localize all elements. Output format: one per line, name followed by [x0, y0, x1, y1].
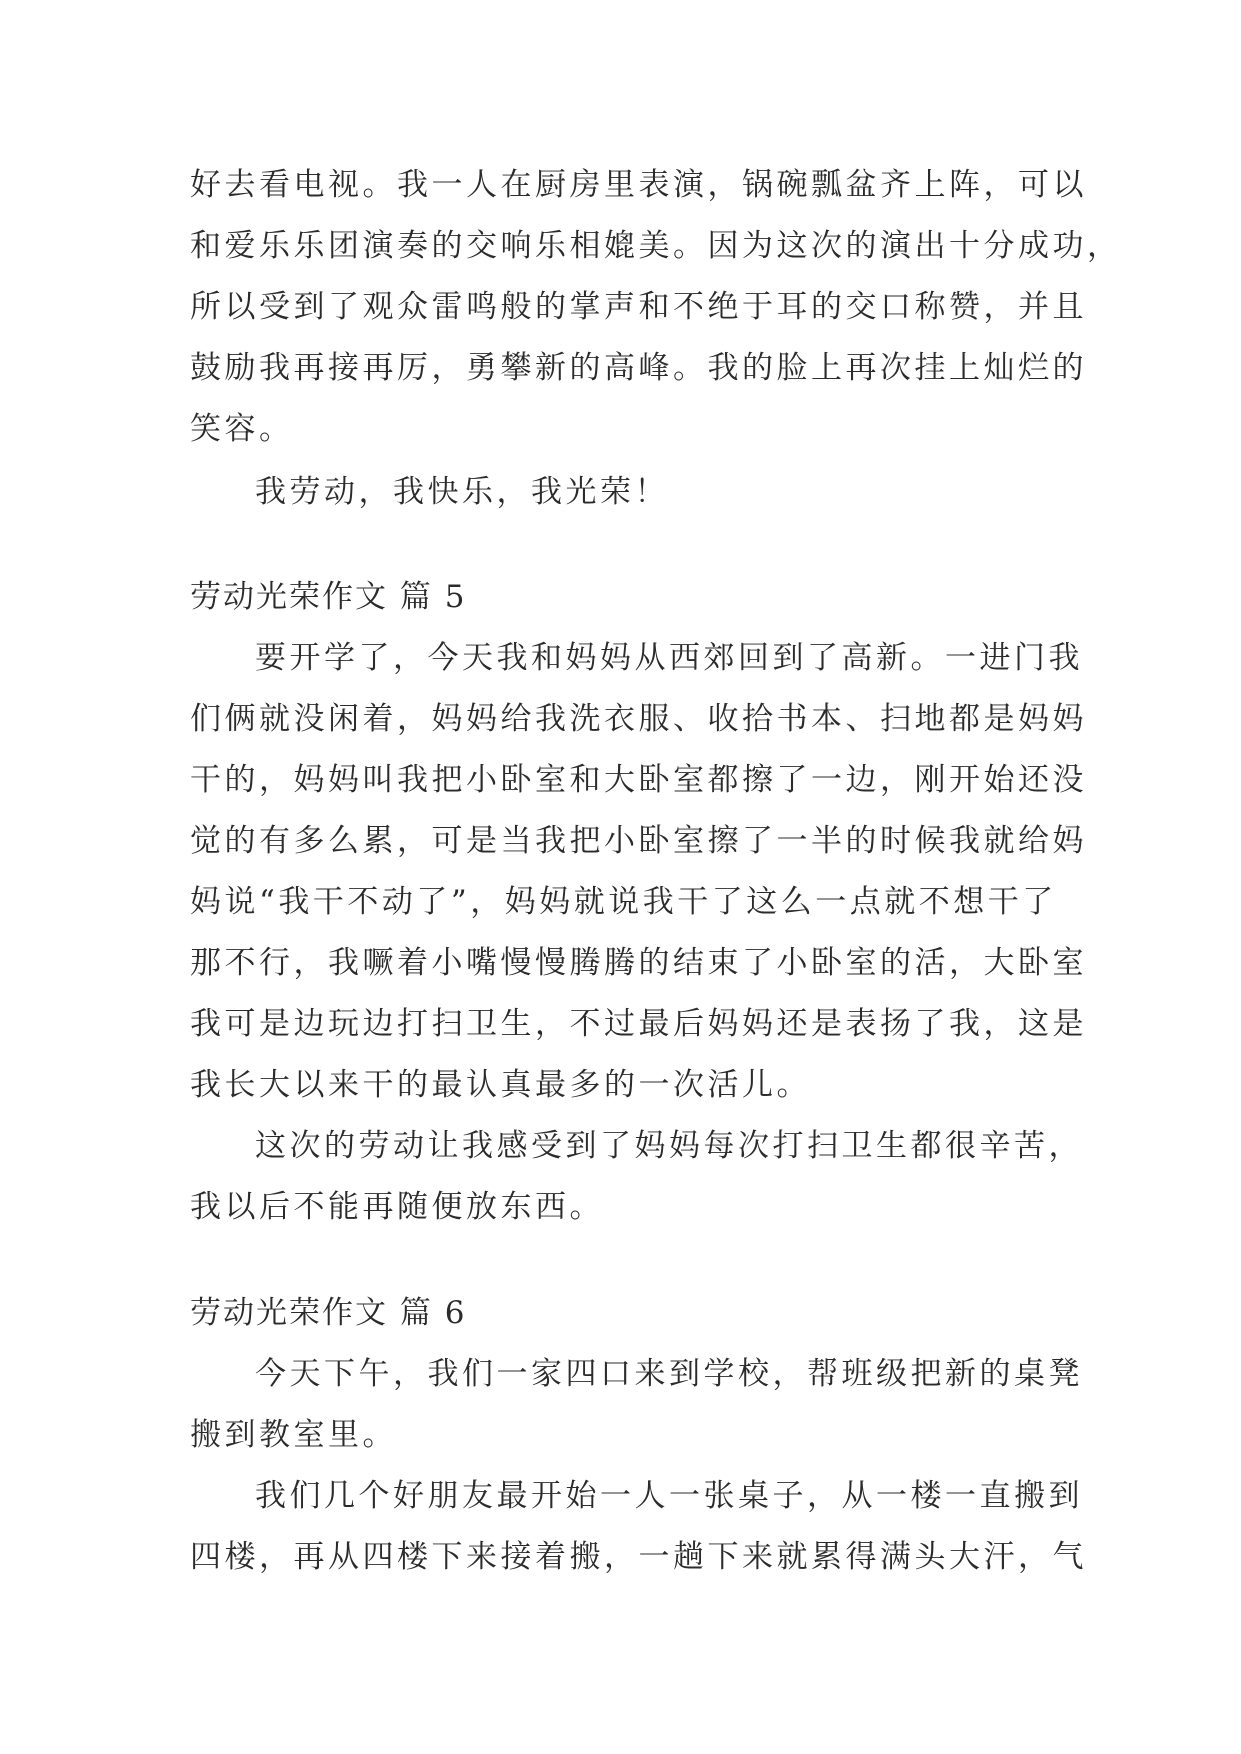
paragraph-line: 四楼，再从四楼下来接着搬，一趟下来就累得满头大汗，气: [190, 1539, 1087, 1575]
paragraph-line: 我可是边玩边打扫卫生，不过最后妈妈还是表扬了我，这是: [190, 1006, 1087, 1042]
paragraph-line: 们俩就没闲着，妈妈给我洗衣服、收拾书本、扫地都是妈妈: [190, 701, 1087, 737]
paragraph-line: 妈说“我干不动了”，妈妈就说我干了这么一点就不想干了: [190, 884, 1057, 920]
paragraph-line: 那不行，我噘着小嘴慢慢腾腾的结束了小卧室的活，大卧室: [190, 945, 1087, 981]
paragraph-line: 我劳动，我快乐，我光荣！: [255, 474, 669, 510]
paragraph-line: 所以受到了观众雷鸣般的掌声和不绝于耳的交口称赞，并且: [190, 289, 1087, 325]
paragraph-line: 笑容。: [190, 411, 294, 447]
paragraph-line: 我们几个好朋友最开始一人一张桌子，从一楼一直搬到: [255, 1478, 1083, 1514]
paragraph-line: 要开学了，今天我和妈妈从西郊回到了高新。一进门我: [255, 640, 1083, 676]
paragraph-line: 搬到教室里。: [190, 1417, 397, 1453]
section-heading: 劳动光荣作文 篇 5: [190, 579, 467, 615]
paragraph-line: 干的，妈妈叫我把小卧室和大卧室都擦了一边，刚开始还没: [190, 762, 1087, 798]
paragraph-line: 今天下午，我们一家四口来到学校，帮班级把新的桌凳: [255, 1356, 1083, 1392]
paragraph-line: 和爱乐乐团演奏的交响乐相媲美。因为这次的演出十分成功，: [190, 228, 1122, 264]
paragraph-line: 觉的有多么累，可是当我把小卧室擦了一半的时候我就给妈: [190, 823, 1087, 859]
section-heading: 劳动光荣作文 篇 6: [190, 1295, 467, 1331]
paragraph-line: 我以后不能再随便放东西。: [190, 1189, 604, 1225]
paragraph-line: 我长大以来干的最认真最多的一次活儿。: [190, 1067, 811, 1103]
paragraph-line: 鼓励我再接再厉，勇攀新的高峰。我的脸上再次挂上灿烂的: [190, 350, 1087, 386]
paragraph-line: 好去看电视。我一人在厨房里表演，锅碗瓢盆齐上阵，可以: [190, 167, 1087, 203]
paragraph-line: 这次的劳动让我感受到了妈妈每次打扫卫生都很辛苦，: [255, 1128, 1083, 1164]
